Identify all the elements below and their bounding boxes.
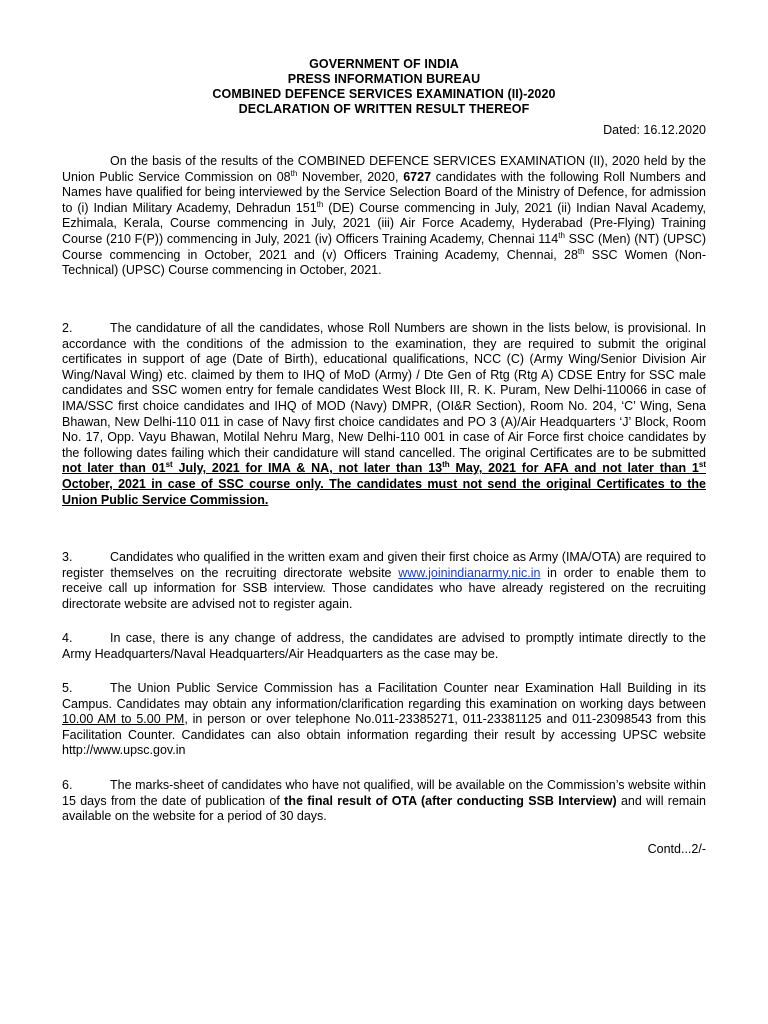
header-government: GOVERNMENT OF INDIA	[309, 57, 459, 71]
paragraph-1: On the basis of the results of the COMBINED DEFENCE SERVICES EXAMINATION (II), 2020 held by the Union Public Service Commission on 08th November, 2020, 6727 candidates with the following Roll Numbers and Names have qualified for being interviewed by the Service Selection Board of the Ministry of Defence, for admission to (i) Indian Military Academy, Dehradun 151th (DE) Course commencing in July, 2021 (ii) Indian Naval Academy, Ezhimala, Kerala, Course commencing in July, 2021 (iii) Air Force Academy, Hyderabad (Pre-Flying) Training Course (210 F(P)) commencing in July, 2021 (iv) Officers Training Academy, Chennai 114th SSC (Men) (NT) (UPSC) Course commencing in October, 2021 and (v) Officers Training Academy, Chennai, 28th SSC Women (Non-Technical) (UPSC) Course commencing in October, 2021.	[62, 154, 707, 278]
continued-note: Contd...2/-	[647, 842, 706, 856]
candidate-count: 6727	[403, 169, 432, 184]
paragraph-number: 2.	[62, 321, 73, 335]
paragraph-number: 6.	[62, 778, 73, 792]
paragraph-5: 5. The Union Public Service Commission has a Facilitation Counter near Examination Hall Building in its Campus. Candidates may obtain any information/clarification regarding this examination on working days between 10.00 AM to 5.00 PM, in person or over telephone No.011-23385271, 011-23381125 and 011-23098543 from this Facilitation Counter. Candidates can also obtain information regarding their result by accessing UPSC website http://www.upsc.gov.in	[62, 681, 706, 758]
header-bureau: PRESS INFORMATION BUREAU	[287, 72, 481, 86]
paragraph-2: 2. The candidature of all the candidates, whose Roll Numbers are shown in the lists below, is provisional. In accordance with the conditions of the admission to the examination, they are required to submit the original certificates in support of age (Date of Birth), educational qualifications, NCC (C) (Army Wing/Senior Division Air Wing/Naval Wing) etc. claimed by them to IHQ of MoD (Army) / Dte Gen of Rtg (Rtg A) CDSE Entry for SSC male candidates and SSC women entry for female candidates West Block III, R. K. Puram, New Delhi-110066 in case of IMA/SSC first choice candidates and IHQ of MOD (Navy) DMPR, (OI&R Section), Room No. 204, ‘C’ Wing, Sena Bhawan, New Delhi-110 011 in case of Navy first choice candidates and PO 3 (A)/Air Headquarters ‘J’ Block, Room No. 17, Opp. Vayu Bhawan, Motilal Nehru Marg, New Delhi-110 001 in case of Air Force first choice candidates by the following dates failing which their candidature will stand cancelled. The original Certificates are to be submitted not later than 01st July, 2021 for IMA & NA, not later than 13th May, 2021 for AFA and not later than 1st October, 2021 in case of SSC course only. The candidates must not send the original Certificates to the Union Public Service Commission.	[62, 321, 706, 507]
paragraph-number: 5.	[62, 681, 73, 695]
paragraph-6: 6. The marks-sheet of candidates who have not qualified, will be available on the Commission’s website within 15 days from the date of publication of the final result of OTA (after conducting SSB Interview) and will remain available on the website for a period of 30 days.	[62, 778, 706, 824]
paragraph-number: 3.	[62, 550, 73, 564]
deadline-notice: not later than 01st July, 2021 for IMA & NA, not later than 13th May, 2021 for AFA and not later than 1st October, 2021 in case of SSC course only. The candidates must not send the original Certificates to the Union Public Service Commission.	[62, 460, 706, 507]
office-hours: 10.00 AM to 5.00 PM	[62, 712, 185, 727]
header-declaration: DECLARATION OF WRITTEN RESULT THEREOF	[238, 102, 530, 116]
header-exam-title: COMBINED DEFENCE SERVICES EXAMINATION (II)-2020	[212, 87, 556, 101]
paragraph-4: 4. In case, there is any change of address, the candidates are advised to promptly intimate directly to the Army Headquarters/Naval Headquarters/Air Headquarters as the case may be.	[62, 631, 706, 661]
date-line: Dated: 16.12.2020	[603, 123, 706, 137]
recruiting-website-link[interactable]: www.joinindianarmy.nic.in	[398, 565, 541, 580]
paragraph-number: 4.	[62, 631, 73, 645]
document-header	[0, 57, 768, 117]
paragraph-3: 3. Candidates who qualified in the written exam and given their first choice as Army (IMA/OTA) are required to register themselves on the recruiting directorate website www.joinindianarmy.nic.in in order to enable them to receive call up information for SSB interview. Those candidates who have already registered on the recruiting directorate website are advised not to register again.	[62, 550, 706, 611]
final-result-notice: the final result of OTA (after conducting SSB Interview)	[284, 793, 617, 808]
